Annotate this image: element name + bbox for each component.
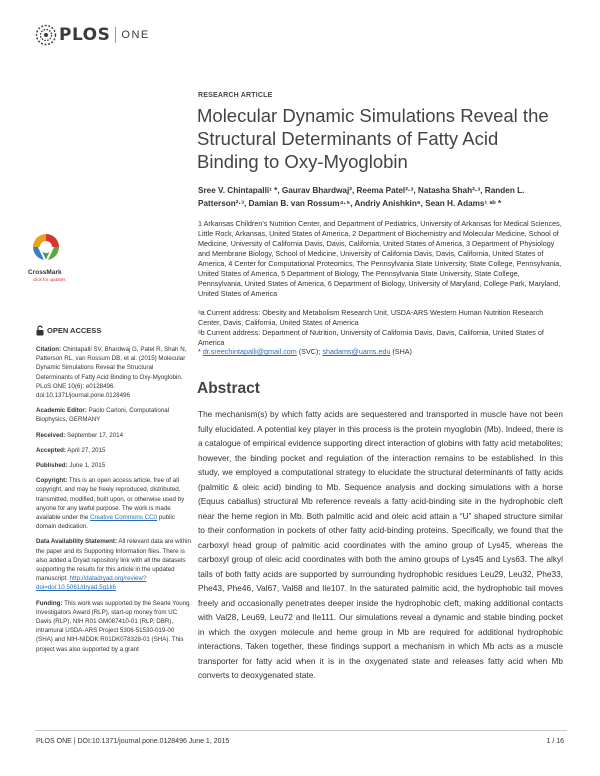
crossmark-icon[interactable] xyxy=(31,232,61,268)
funding-text: This work was supported by the Searle Young Investigators Award (RLP), start-up money from UC Davis (RLP), NIH R01 GM087410-01 (RLP, DBR), intramural USDA-ARS Project 5306-51530-019-00 (SHA) and NIH-NIDDK R01DK078328-01 (SHA). This project was also supported by a grant xyxy=(36,599,190,653)
page-number: 1 / 16 xyxy=(546,738,564,745)
current-addresses xyxy=(198,308,566,348)
footer-citation: PLOS ONE | DOI:10.1371/journal.pone.0128496 June 1, 2015 xyxy=(36,738,230,745)
citation-label: Citation: xyxy=(36,346,62,353)
current-address-a: ᵃa Current address: Obesity and Metabolism Research Unit, USDA-ARS Western Human Nutrition Research Center, Davis, California, United States of America xyxy=(198,308,544,327)
received-date: September 17, 2014 xyxy=(65,431,124,439)
cc0-link[interactable]: Creative Commons CC0 xyxy=(90,514,158,522)
accepted-label: Accepted: xyxy=(36,446,66,454)
email-suffix-svc: (SVC); xyxy=(296,347,323,356)
dryad-link[interactable]: http://datadryad.org/review?doi=doi:10.5061/dryad.5g1k6 xyxy=(36,575,147,592)
editor-label: Academic Editor: xyxy=(36,407,87,415)
affiliations: 1 Arkansas Children's Nutrition Center, and Department of Pediatrics, University of Arkansas for Medical Sciences, Little Rock, Arkansas, United States of America, 2 Department of Biochemistry and Molecular Medicine, School of Medicine, University of California Davis, Davis, California, United States of America, 3 Department of Physiology and Membrane Biology, School of Medicine, University of California Davis, Davis, California, United States of America, 4 Center for Computational Proteomics, The Pennsylvania State University, State College, Pennsylvania, United States of America, 5 Department of Biology, The Pennsylvania State University, State College, Pennsylvania, United States of America, 6 Department of Biology, University of Maryland, College Park, Maryland, United States of America xyxy=(198,219,562,298)
published-date: June 1, 2015 xyxy=(67,462,106,470)
data-availability-label: Data Availability Statement: xyxy=(36,538,118,546)
email-link-svc[interactable]: dr.sreechintapalli@gmail.com xyxy=(202,347,297,356)
article-type: RESEARCH ARTICLE xyxy=(198,92,273,99)
copyright-block xyxy=(36,476,191,531)
plos-one-logo[interactable] xyxy=(35,22,150,48)
open-lock-icon xyxy=(36,325,44,336)
abstract-body: The mechanism(s) by which fatty acids are sequestered and transported in muscle have not been fully elucidated. A potential key player in this process is the protein myoglobin (Mb). Indeed, there is a catalogue of empirical evidence supporting direct interaction of globins with fatty acid metabolites; however, the binding pocket and regulation of the interaction remains to be established. In this study, we employed a computational strategy to elucidate the structural determinants of fatty acids (palmitic & oleic acid) binding to Mb. Sequence analysis and docking simulations with a horse (Equus caballus) structural Mb reference reveals a fatty acid-binding site in the hydrophobic cleft near the heme region in Mb. Both palmitic acid and oleic acid attain a “U” shaped structure similar to their conformation in pockets of other fatty acid-binding proteins. Specifically, we found that the carboxyl head group of palmitic acid coordinates with the amino group of Lys45, whereas the carboxyl group of oleic acid coordinates with both the amino groups of Lys45 and Lys63. The alkyl tails of both fatty acids are supported by surrounding hydrophobic residues Leu29, Leu32, Phe33, Phe43, Phe46, Val67, Val68 and Ile107. In the saturated palmitic acid, the hydrophobic tail moves freely and occasionally penetrates deeper inside the hydrophobic cleft, making additional contacts with Val28, Leu69, Leu72 and Ile111. Our simulations reveal a dynamic and stable binding pocket in which the oxygen molecule and heme group in Mb are required for additional hydrophobic interactions. Taken together, these findings support a mechanism in which Mb acts as a muscle transporter for fatty acid when it is in the oxygenated state and releases fatty acid when Mb converts to deoxygenated state. xyxy=(198,409,563,680)
received-block xyxy=(36,431,191,440)
logo-divider xyxy=(115,27,116,43)
current-address-b: ᵃb Current address: Department of Nutrition, University of California Davis, Davis, California, United States of America xyxy=(198,328,544,347)
data-availability-block xyxy=(36,537,191,592)
open-access-label: OPEN ACCESS xyxy=(47,326,102,335)
logo-plos-text: PLOS xyxy=(59,25,111,45)
editor-block xyxy=(36,406,191,424)
open-access-badge xyxy=(36,325,101,336)
crossmark-sublabel[interactable]: click for updates xyxy=(33,277,66,282)
corresponding-emails xyxy=(198,347,566,357)
crossmark-label[interactable]: CrossMark xyxy=(28,269,62,276)
received-label: Received: xyxy=(36,431,66,439)
copyright-label: Copyright: xyxy=(36,477,68,485)
abstract-heading: Abstract xyxy=(197,380,260,397)
citation-text: Chintapalli SV, Bhardwaj G, Patel R, Shah N, Patterson RL, van Rossum DB, et al. (2015) Molecular Dynamic Simulations Reveal the Structural Determinants of Fatty Acid Binding to Oxy-Myoglobin. PLoS ONE 10(6): e0128496. doi:10.1371/journal.pone.0128496 xyxy=(36,346,187,400)
data-availability-text: All relevant data are within the paper and its Supporting Information files. There is also added a Dryad repository link with all the datasets supporting the results for this article in the updated manuscript. xyxy=(36,538,191,583)
footer-divider xyxy=(35,730,567,731)
accepted-block xyxy=(36,446,191,455)
editor-text: Paolo Carloni, Computational Biophysics, GERMANY xyxy=(36,407,170,424)
copyright-text: This is an open access article, free of all copyright, and may be freely reproduced, distributed, transmitted, modified, built upon, or otherwise used by anyone for any lawful purpose. The work is made available under the xyxy=(36,477,185,522)
plos-logo-icon xyxy=(35,24,57,46)
article-sidebar xyxy=(36,345,191,660)
logo-one-text: ONE xyxy=(121,29,150,41)
email-link-sha[interactable]: shadams@uams.edu xyxy=(322,347,391,356)
citation-block xyxy=(36,345,191,400)
funding-block xyxy=(36,599,191,654)
published-label: Published: xyxy=(36,462,68,470)
email-suffix-sha: (SHA) xyxy=(390,347,412,356)
copyright-end: public domain dedication. xyxy=(36,514,175,531)
accepted-date: April 27, 2015 xyxy=(65,446,106,454)
article-title: Molecular Dynamic Simulations Reveal the Structural Determinants of Fatty Acid Binding to Oxy-Myoglobin xyxy=(197,105,549,172)
funding-label: Funding: xyxy=(36,599,63,607)
author-list: Sree V. Chintapalli¹ *, Gaurav Bhardwaj², Reema Patel²·³, Natasha Shah²·³, Randen L. Patterson²·³, Damian B. van Rossum⁴·⁵, Andriy Anishkin⁶, Sean H. Adams¹ ᵃᵇ * xyxy=(198,186,525,208)
published-block xyxy=(36,461,191,470)
email-star: * xyxy=(198,347,201,356)
